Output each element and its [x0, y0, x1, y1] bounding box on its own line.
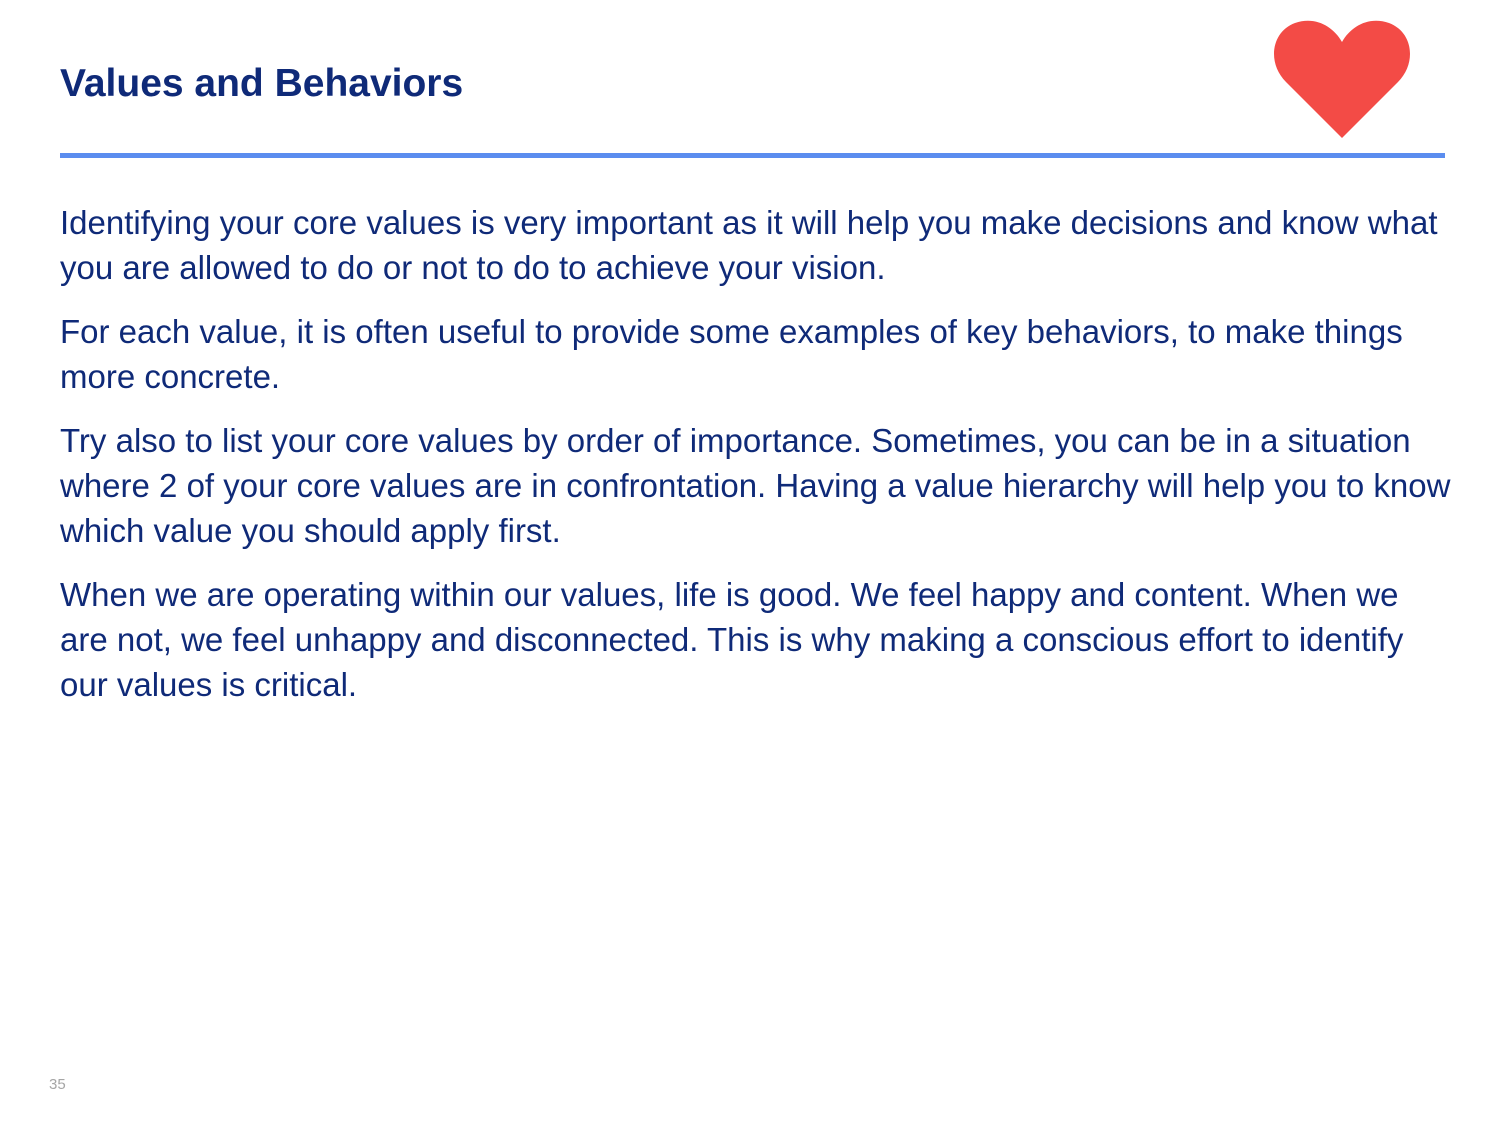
slide-title: Values and Behaviors — [60, 62, 464, 105]
body-text — [60, 200, 1455, 726]
page-number: 35 — [49, 1076, 66, 1093]
title-divider — [60, 153, 1445, 158]
paragraph-core-values: Identifying your core values is very important as it will help you make decisions and know what you are allowed to do or not to do to achieve your vision. — [60, 204, 1438, 286]
paragraph-value-hierarchy: Try also to list your core values by order of importance. Sometimes, you can be in a situation where 2 of your core values are in confrontation. Having a value hierarchy will help you to know which value you should apply first. — [60, 422, 1451, 549]
paragraph-key-behaviors: For each value, it is often useful to provide some examples of key behaviors, to make things more concrete. — [60, 313, 1403, 395]
paragraph-operating-within-values: When we are operating within our values, life is good. We feel happy and content. When we are not, we feel unhappy and disconnected. This is why making a conscious effort to identify our values is critical. — [60, 576, 1404, 703]
heart-shape — [1274, 21, 1410, 138]
heart-icon — [1273, 18, 1411, 140]
